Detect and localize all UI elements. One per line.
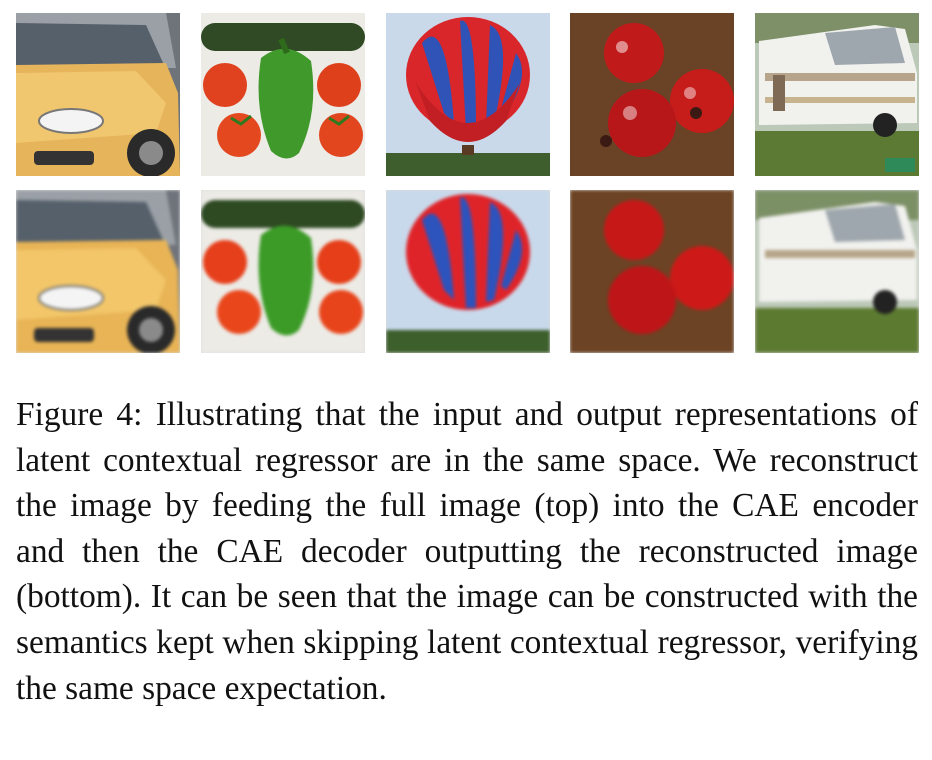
input-image-vegetables	[201, 13, 365, 176]
input-image-rv	[755, 13, 919, 176]
reconstructed-image-rv	[755, 190, 919, 353]
input-image-balloon	[386, 13, 550, 176]
reconstructed-image-car	[16, 190, 180, 353]
reconstructed-image-berries	[570, 190, 734, 353]
figure-caption	[16, 392, 918, 711]
input-image-car	[16, 13, 180, 176]
image-grid	[16, 13, 920, 353]
reconstructed-image-vegetables	[201, 190, 365, 353]
reconstructed-image-balloon	[386, 190, 550, 353]
input-image-berries	[570, 13, 734, 176]
figure-label: Figure 4:	[16, 396, 143, 433]
caption-text: Illustrating that the input and output representations of latent contextual regressor are in the same space. We reconstruct the image by feeding the full image (top) into the CAE encoder and then the CAE decoder outputting the reconstructed image (bottom). It can be seen that the image can be constructed with the semantics kept when skipping latent contextual regressor, verifying the same space expectation.	[16, 396, 918, 707]
